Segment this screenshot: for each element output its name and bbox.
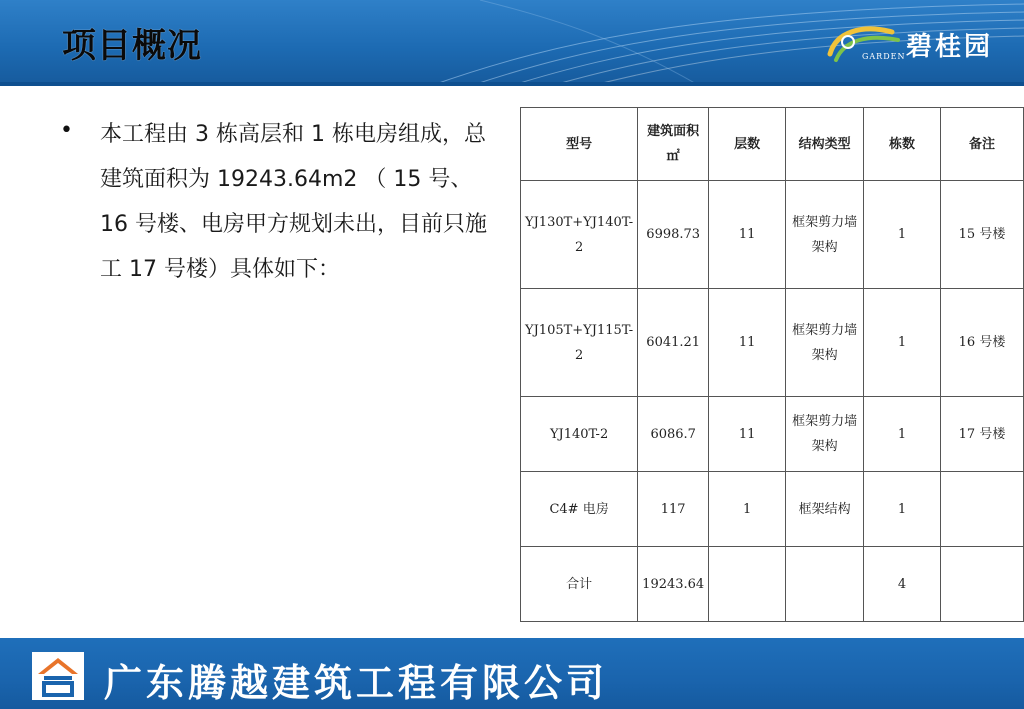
cell-structure: 框架结构 (786, 472, 864, 547)
overview-paragraph: 本工程由 3 栋高层和 1 栋电房组成，总建筑面积为 19243.64m2 （ 15 号、 16 号楼、电房甲方规划未出，目前只施工 17 号楼）具体如下： (100, 122, 487, 282)
cell-model: 合计 (521, 547, 638, 622)
cell-remark (941, 472, 1024, 547)
cell-count: 1 (864, 397, 941, 472)
header-count: 栋数 (864, 108, 941, 181)
table-row (521, 397, 1024, 472)
cell-count: 1 (864, 289, 941, 397)
bullet-marker: • (60, 118, 73, 143)
cell-model: YJ130T+YJ140T-2 (521, 181, 638, 289)
cell-remark: 16 号楼 (941, 289, 1024, 397)
header-model: 型号 (521, 108, 638, 181)
table-header-row (521, 108, 1024, 181)
cell-floors: 11 (709, 181, 786, 289)
cell-floors: 11 (709, 289, 786, 397)
cell-floors (709, 547, 786, 622)
header-floors: 层数 (709, 108, 786, 181)
brand-sub: GARDEN (862, 52, 906, 61)
page-title: 项目概况 (62, 26, 202, 66)
cell-area: 19243.64 (638, 547, 709, 622)
cell-structure: 框架剪力墙架构 (786, 181, 864, 289)
cell-structure: 框架剪力墙架构 (786, 397, 864, 472)
cell-model: YJ140T-2 (521, 397, 638, 472)
building-spec-table (520, 107, 1024, 622)
cell-model: C4# 电房 (521, 472, 638, 547)
cell-count: 4 (864, 547, 941, 622)
table-row (521, 472, 1024, 547)
cell-structure (786, 547, 864, 622)
cell-area: 6041.21 (638, 289, 709, 397)
header-divider (0, 82, 1024, 86)
cell-area: 6998.73 (638, 181, 709, 289)
cell-area: 6086.7 (638, 397, 709, 472)
header-structure: 结构类型 (786, 108, 864, 181)
cell-floors: 11 (709, 397, 786, 472)
table-row (521, 289, 1024, 397)
cell-count: 1 (864, 472, 941, 547)
cell-structure: 框架剪力墙架构 (786, 289, 864, 397)
header-remark: 备注 (941, 108, 1024, 181)
brand-name: 碧桂园 (906, 32, 994, 62)
company-logo-icon (32, 652, 84, 700)
table-row (521, 181, 1024, 289)
cell-remark: 15 号楼 (941, 181, 1024, 289)
company-name: 广东腾越建筑工程有限公司 (104, 661, 609, 705)
cell-remark: 17 号楼 (941, 397, 1024, 472)
cell-model: YJ105T+YJ115T-2 (521, 289, 638, 397)
cell-count: 1 (864, 181, 941, 289)
cell-area: 117 (638, 472, 709, 547)
cell-floors: 1 (709, 472, 786, 547)
table-total-row (521, 547, 1024, 622)
header-area: 建筑面积㎡ (638, 108, 709, 181)
cell-remark (941, 547, 1024, 622)
